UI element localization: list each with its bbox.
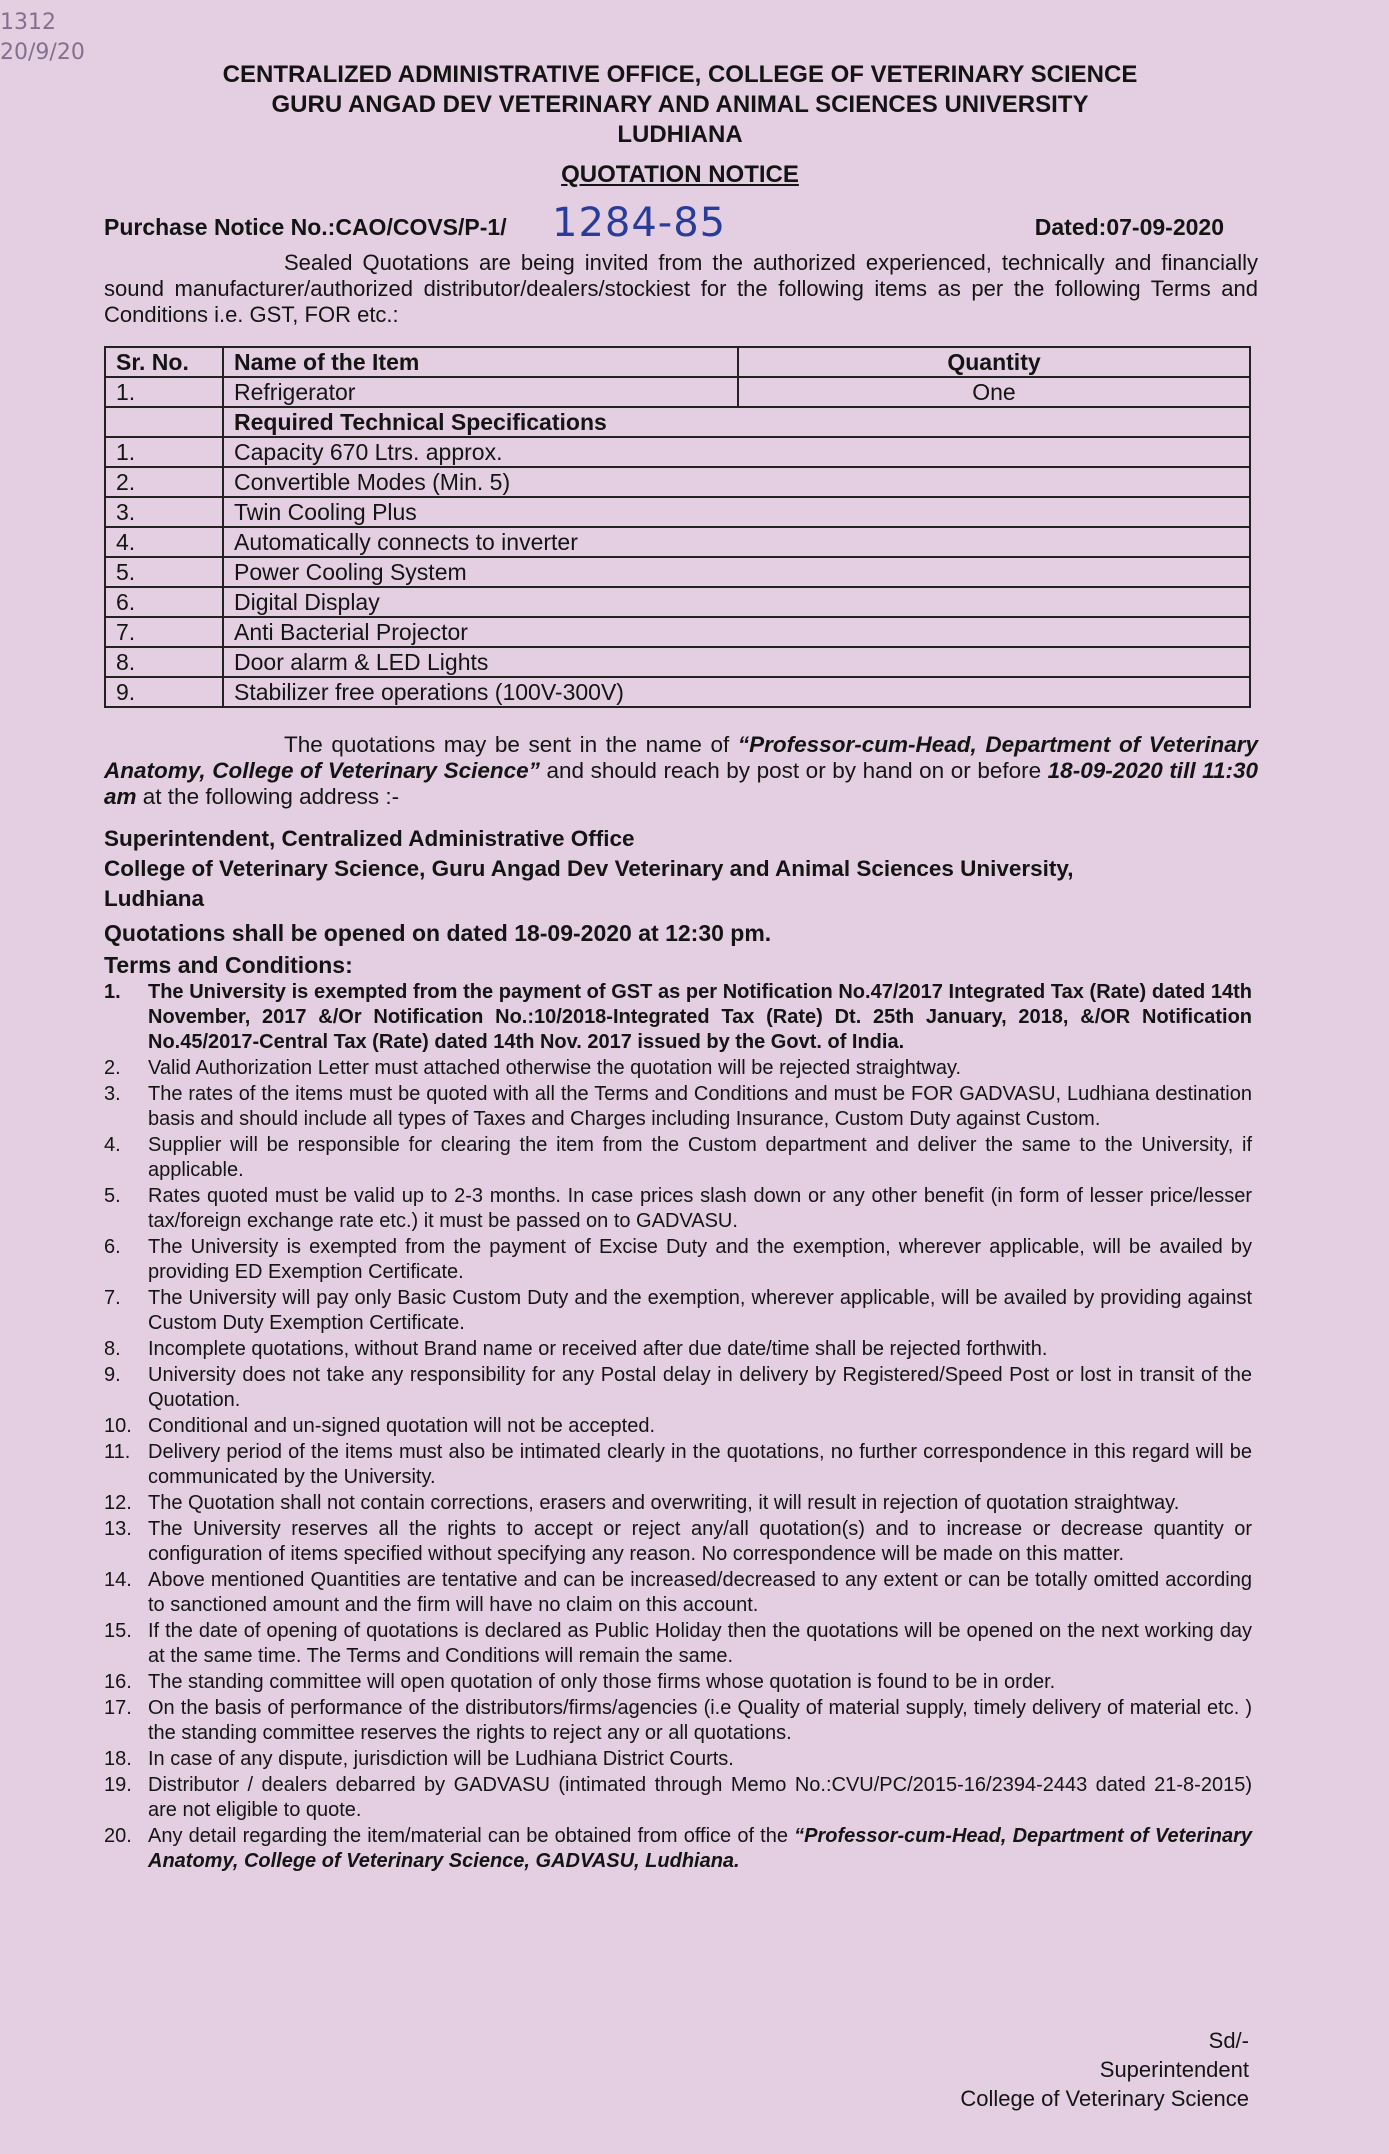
item-quantity: One xyxy=(738,377,1250,407)
spec-sr: 1. xyxy=(105,437,223,467)
spec-sr: 6. xyxy=(105,587,223,617)
term-number: 14. xyxy=(104,1569,132,1591)
list-item xyxy=(104,1491,1252,1516)
term-text: Above mentioned Quantities are tentative and can be increased/decreased to any extent or can be totally omitted according to sanctioned amount and the firm will have no claim on this account. xyxy=(148,1569,1252,1616)
spec-sr: 2. xyxy=(105,467,223,497)
notice-date: Dated:07-09-2020 xyxy=(1034,214,1224,240)
spec-text: Anti Bacterial Projector xyxy=(223,617,1250,647)
terms-list xyxy=(104,980,1252,1875)
spec-sr: 5. xyxy=(105,557,223,587)
list-item xyxy=(104,1133,1252,1183)
spec-heading-row xyxy=(105,407,1250,437)
list-item xyxy=(104,1747,1252,1772)
list-item xyxy=(104,1184,1252,1234)
submission-recipient: “Professor-cum-Head, Department of Veterinary Anatomy, College of Veterinary Science” xyxy=(104,732,1258,783)
stamp-number: 1312 xyxy=(0,10,56,35)
address-block xyxy=(104,824,1264,914)
table-row xyxy=(105,527,1250,557)
list-item xyxy=(104,1056,1252,1081)
notice-title: QUOTATION NOTICE xyxy=(561,161,799,188)
purchase-notice-line xyxy=(104,200,1224,248)
signature-office: College of Veterinary Science xyxy=(960,2086,1249,2111)
term-text: The University is exempted from the payment of GST as per Notification No.47/2017 Integrated Tax (Rate) dated 14th November, 2017 &/Or Notification No.:10/2018-Integrated Tax (Rate) Dt. 25th January, 2018, &/OR Notification No.45/2017-Central Tax (Rate) dated 14th Nov. 2017 issued by the Govt. of India. xyxy=(148,981,1252,1053)
term-number: 7. xyxy=(104,1287,121,1309)
address-line1: Superintendent, Centralized Administrative Office xyxy=(104,826,635,851)
term-text: Delivery period of the items must also be intimated clearly in the quotations, no further correspondence in this regard will be communicated by the University. xyxy=(148,1441,1252,1488)
letterhead-line3: LUDHIANA xyxy=(617,121,743,148)
spec-sr: 9. xyxy=(105,677,223,707)
submission-text-2: and should reach by post or by hand on or before xyxy=(539,758,1048,783)
signature-block xyxy=(960,2026,1249,2113)
table-row xyxy=(105,497,1250,527)
spec-text: Twin Cooling Plus xyxy=(223,497,1250,527)
list-item xyxy=(104,1670,1252,1695)
letterhead-line1: CENTRALIZED ADMINISTRATIVE OFFICE, COLLEGE OF VETERINARY SCIENCE xyxy=(222,61,1138,88)
spec-text: Power Cooling System xyxy=(223,557,1250,587)
term-number: 16. xyxy=(104,1671,132,1693)
term-number: 5. xyxy=(104,1185,121,1207)
term-number: 6. xyxy=(104,1236,121,1258)
term-number: 19. xyxy=(104,1774,132,1796)
handwritten-number: 1284-85 xyxy=(552,200,727,246)
list-item xyxy=(104,1363,1252,1413)
list-item xyxy=(104,1824,1252,1874)
term-number: 15. xyxy=(104,1620,132,1642)
submission-text-1: The quotations may be sent in the name of xyxy=(284,732,738,757)
spec-text: Capacity 670 Ltrs. approx. xyxy=(223,437,1250,467)
table-header-row xyxy=(105,347,1250,377)
term-number: 3. xyxy=(104,1083,121,1105)
address-line3: Ludhiana xyxy=(104,886,204,911)
term-number: 9. xyxy=(104,1364,121,1386)
table-row xyxy=(105,377,1250,407)
spec-sr: 3. xyxy=(105,497,223,527)
spec-sr: 8. xyxy=(105,647,223,677)
spec-heading: Required Technical Specifications xyxy=(223,407,1250,437)
terms-title: Terms and Conditions: xyxy=(104,952,353,978)
signature-title: Superintendent xyxy=(1099,2057,1249,2082)
list-item xyxy=(104,1235,1252,1285)
list-item xyxy=(104,1414,1252,1439)
list-item xyxy=(104,1696,1252,1746)
term-text: On the basis of performance of the distributors/firms/agencies (i.e Quality of material supply, timely delivery of material etc. ) the standing committee reserves the rights to reject any or all quotations. xyxy=(148,1697,1252,1744)
spec-text: Digital Display xyxy=(223,587,1250,617)
list-item xyxy=(104,1337,1252,1362)
table-row xyxy=(105,647,1250,677)
list-item xyxy=(104,1286,1252,1336)
list-item xyxy=(104,1773,1252,1823)
term-number: 10. xyxy=(104,1415,132,1437)
spec-text: Automatically connects to inverter xyxy=(223,527,1250,557)
spec-text: Convertible Modes (Min. 5) xyxy=(223,467,1250,497)
address-line2: College of Veterinary Science, Guru Angad Dev Veterinary and Animal Sciences University, xyxy=(104,856,1074,881)
spec-text: Stabilizer free operations (100V-300V) xyxy=(223,677,1250,707)
receipt-stamp xyxy=(0,8,85,68)
header-quantity: Quantity xyxy=(738,347,1250,377)
term-text: Distributor / dealers debarred by GADVASU (intimated through Memo No.:CVU/PC/2015-16/2394-2443 dated 21-8-2015) are not eligible to quote. xyxy=(148,1774,1252,1821)
term-text: The Quotation shall not contain corrections, erasers and overwriting, it will result in rejection of quotation straightway. xyxy=(148,1492,1180,1514)
term-text: The University reserves all the rights to accept or reject any/all quotation(s) and to increase or decrease quantity or configuration of items specified without specifying any reason. No correspondence will be made on this matter. xyxy=(148,1518,1252,1565)
term-number: 17. xyxy=(104,1697,132,1719)
items-table xyxy=(104,346,1251,708)
term-text: Any detail regarding the item/material can be obtained from office of the xyxy=(148,1825,795,1847)
item-sr: 1. xyxy=(105,377,223,407)
term-text: If the date of opening of quotations is declared as Public Holiday then the quotations will be opened on the next working day at the same time. The Terms and Conditions will remain the same. xyxy=(148,1620,1252,1667)
submission-deadline: 18-09-2020 till 11:30 am xyxy=(104,758,1258,809)
spec-sr: 7. xyxy=(105,617,223,647)
header-sr: Sr. No. xyxy=(105,347,223,377)
submission-paragraph xyxy=(104,732,1258,810)
table-row xyxy=(105,587,1250,617)
term-text: Conditional and un-signed quotation will not be accepted. xyxy=(148,1415,656,1437)
spec-text: Door alarm & LED Lights xyxy=(223,647,1250,677)
term-text: University does not take any responsibility for any Postal delay in delivery by Registered/Speed Post or lost in transit of the Quotation. xyxy=(148,1364,1252,1411)
list-item xyxy=(104,1568,1252,1618)
letterhead-line2: GURU ANGAD DEV VETERINARY AND ANIMAL SCIENCES UNIVERSITY xyxy=(271,91,1089,118)
term-number: 4. xyxy=(104,1134,121,1156)
term-number: 13. xyxy=(104,1518,132,1540)
term-text: The standing committee will open quotation of only those firms whose quotation is found to be in order. xyxy=(148,1671,1056,1693)
term-number: 12. xyxy=(104,1492,132,1514)
purchase-notice-label: Purchase Notice No.:CAO/COVS/P-1/ xyxy=(104,214,507,240)
term-contact: “Professor-cum-Head, Department of Veterinary Anatomy, College of Veterinary Science, GADVASU, Ludhiana. xyxy=(148,1825,1252,1872)
table-row xyxy=(105,467,1250,497)
list-item xyxy=(104,1517,1252,1567)
term-text: The University is exempted from the payment of Excise Duty and the exemption, wherever applicable, will be availed by providing ED Exemption Certificate. xyxy=(148,1236,1252,1283)
list-item xyxy=(104,1440,1252,1490)
list-item xyxy=(104,1619,1252,1669)
table-row xyxy=(105,557,1250,587)
stamp-date: 20/9/20 xyxy=(0,40,85,65)
term-text: Rates quoted must be valid up to 2-3 months. In case prices slash down or any other benefit (in form of lesser price/lesser tax/foreign exchange rate etc.) it must be passed on to GADVASU. xyxy=(148,1185,1252,1232)
term-text: In case of any dispute, jurisdiction will be Ludhiana District Courts. xyxy=(148,1748,734,1770)
term-text: The University will pay only Basic Custom Duty and the exemption, wherever applicable, will be availed by providing against Custom Duty Exemption Certificate. xyxy=(148,1287,1252,1334)
item-name: Refrigerator xyxy=(223,377,738,407)
term-text: Valid Authorization Letter must attached otherwise the quotation will be rejected straightway. xyxy=(148,1057,962,1079)
term-number: 8. xyxy=(104,1338,121,1360)
letterhead xyxy=(90,60,1270,150)
term-number: 18. xyxy=(104,1748,132,1770)
spec-sr: 4. xyxy=(105,527,223,557)
table-row xyxy=(105,617,1250,647)
signature-sd: Sd/- xyxy=(1208,2028,1249,2053)
term-text: The rates of the items must be quoted with all the Terms and Conditions and must be FOR GADVASU, Ludhiana destination basis and should include all types of Taxes and Charges including Insurance, Custom Duty against Custom. xyxy=(148,1083,1252,1130)
term-number: 1. xyxy=(104,981,121,1003)
term-number: 2. xyxy=(104,1057,121,1079)
table-row xyxy=(105,437,1250,467)
term-text: Incomplete quotations, without Brand name or received after due date/time shall be rejected forthwith. xyxy=(148,1338,1048,1360)
term-number: 20. xyxy=(104,1825,132,1847)
term-number: 11. xyxy=(104,1441,131,1463)
table-row xyxy=(105,677,1250,707)
list-item xyxy=(104,980,1252,1055)
list-item xyxy=(104,1082,1252,1132)
header-name: Name of the Item xyxy=(223,347,738,377)
submission-text-3: at the following address :- xyxy=(136,784,400,809)
opening-statement: Quotations shall be opened on dated 18-09-2020 at 12:30 pm. xyxy=(104,920,772,946)
intro-paragraph: Sealed Quotations are being invited from the authorized experienced, technically and financially sound manufacturer/authorized distributor/dealers/stockiest for the following items as per the following Terms and Conditions i.e. GST, FOR etc.: xyxy=(104,250,1258,327)
term-text: Supplier will be responsible for clearing the item from the Custom department and deliver the same to the University, if applicable. xyxy=(148,1134,1252,1181)
